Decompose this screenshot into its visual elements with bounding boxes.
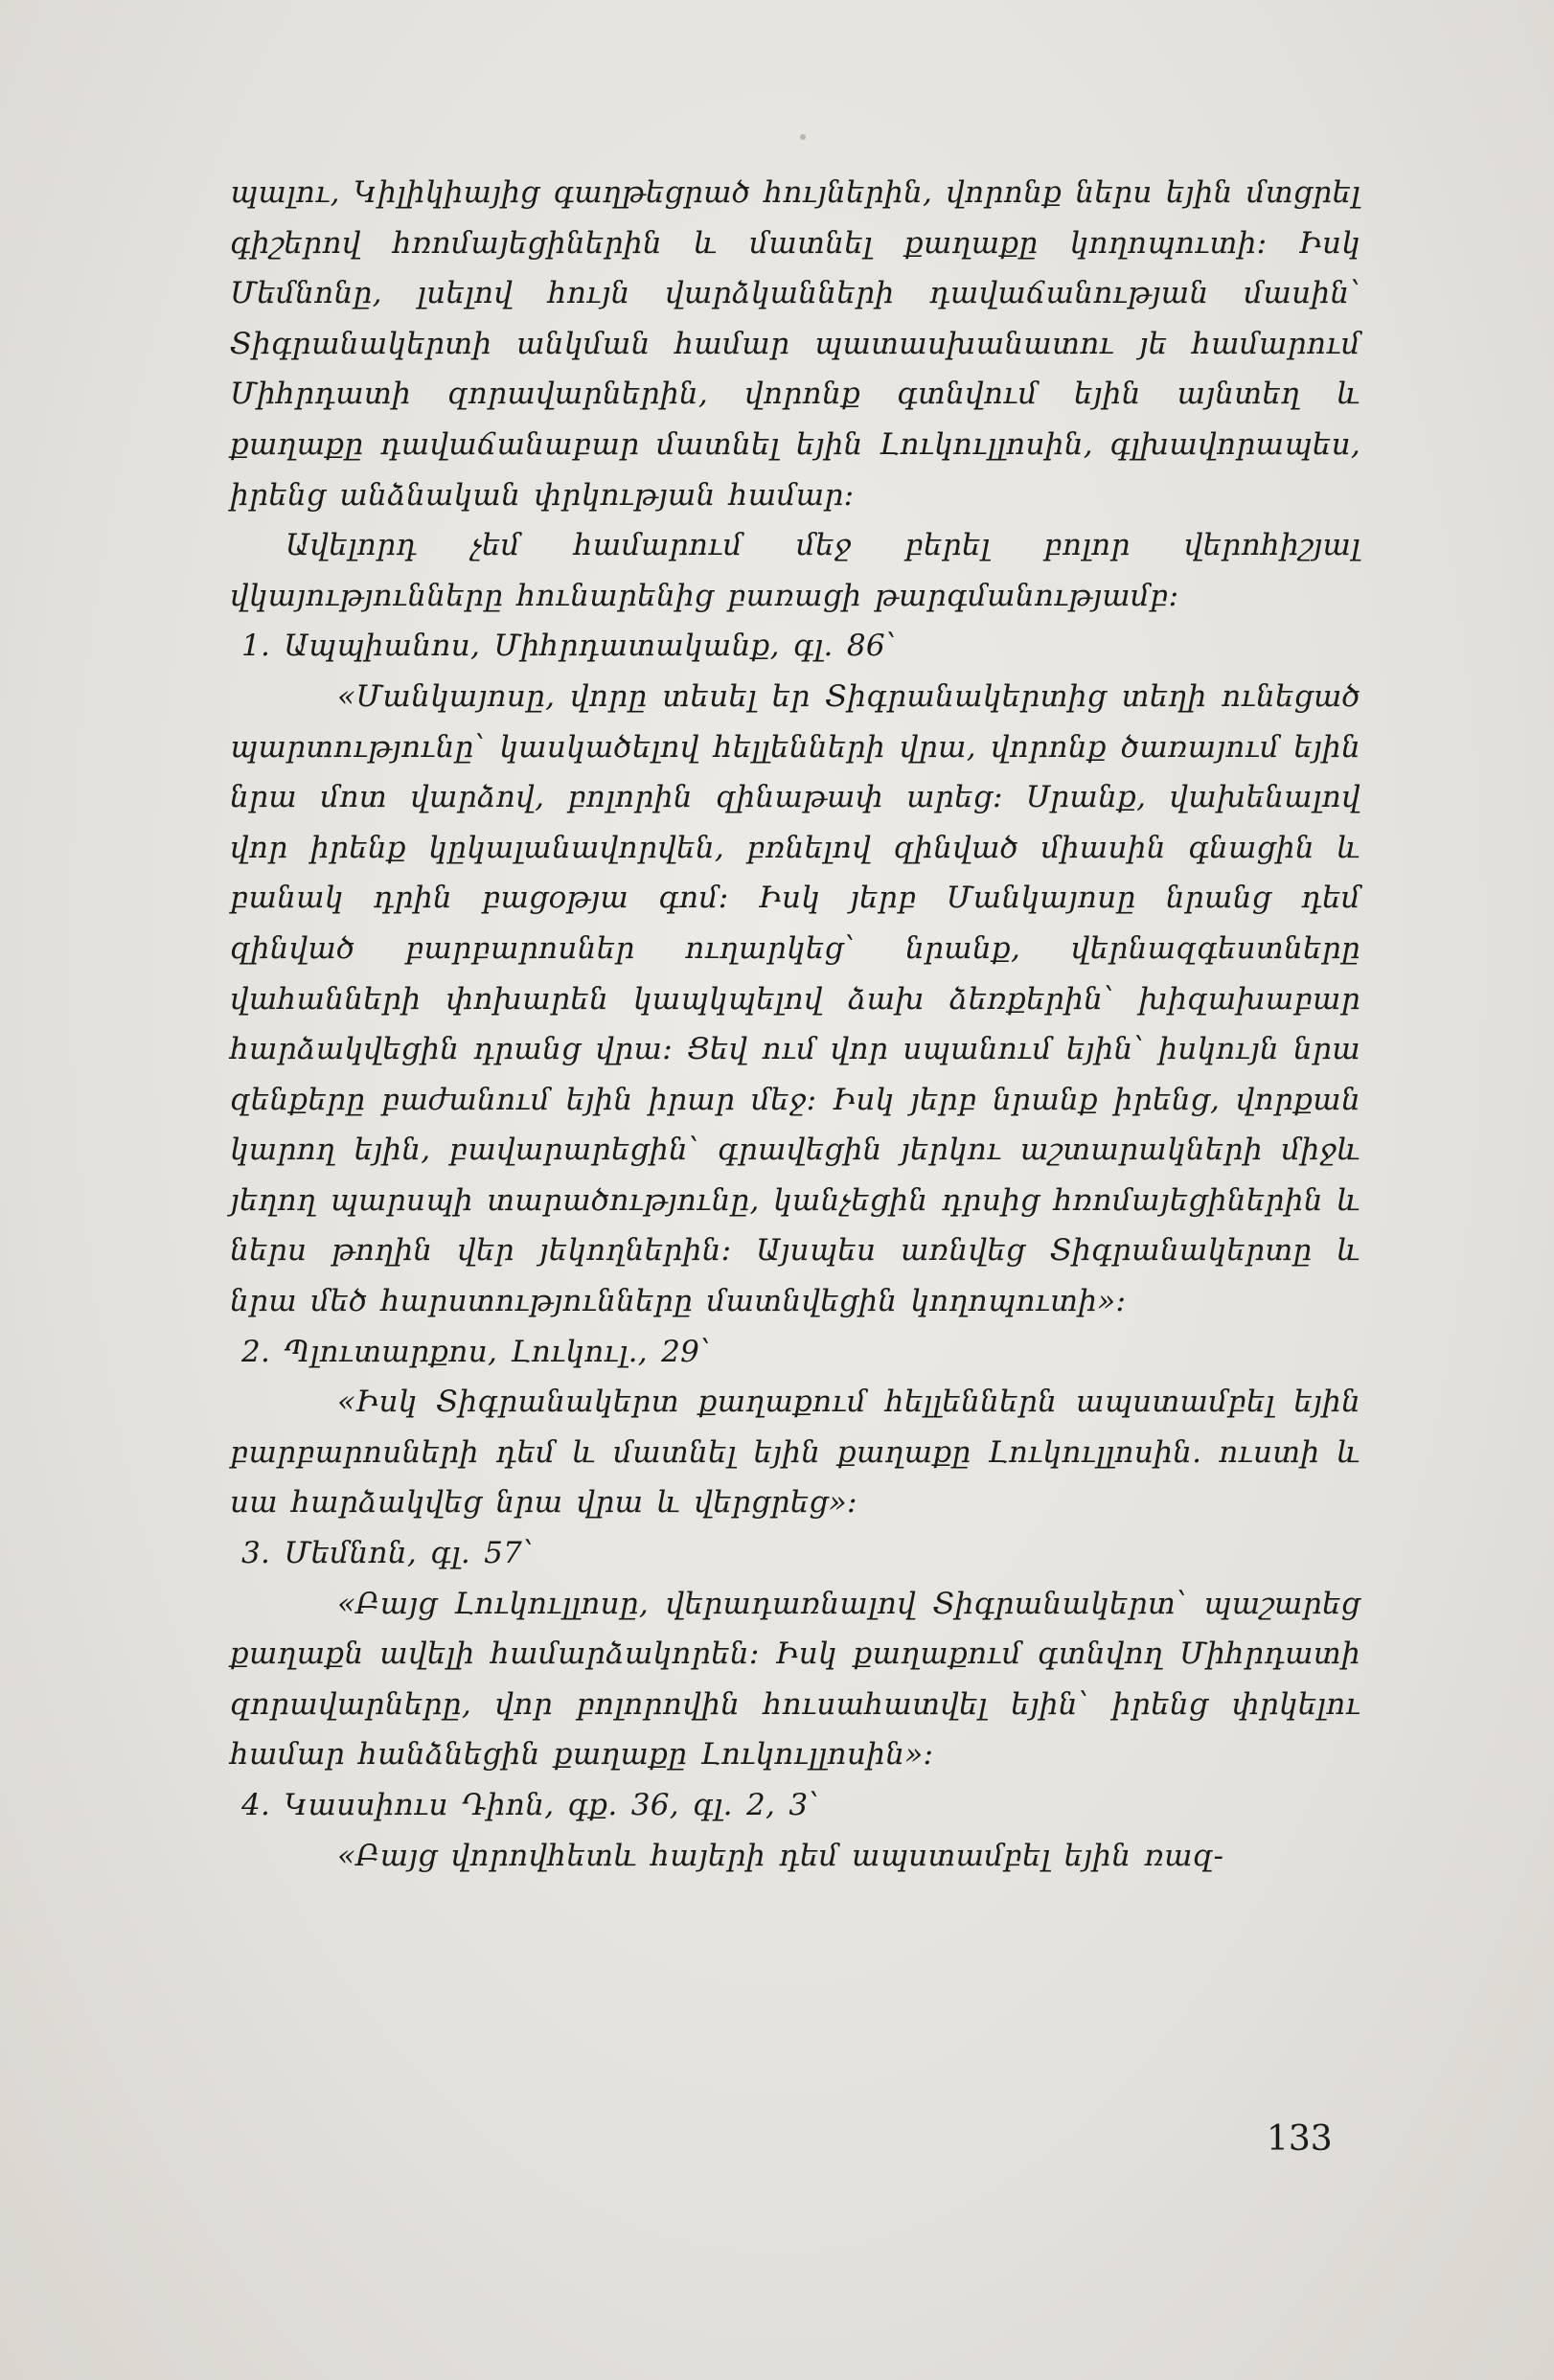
quote-appian: «Մանկայոսը, վորը տեսել եր Տիգրանակերտից տեղի ունեցած պարտությունը՝ կասկածելով հելլենների վրա, վորոնք ծառայում եյին նրա մոտ վարձով, բոլորին զինաթափ արեց։ Սրանք, վախենալով վոր իրենք կըկալանավորվեն, բռնելով զինված միասին գնացին և բանակ դրին բացօթյա գոմ։ Իսկ յերբ Մանկայոսը նրանց դեմ զինված բարբարոսներ ուղարկեց՝ նրանք, վերնազգեստները վահանների փոխարեն կապկպելով ձախ ձեռքերին՝ խիզախաբար հարձակվեցին դրանց վրա։ Ցեվ ում վոր սպանում եյին՝ իսկույն նրա զենքերը բաժանում եյին իրար մեջ։ Իսկ յերբ նրանք իրենց, վորքան կարող եյին, բավարարեցին՝ գրավեցին յերկու աշտարակների միջև յեղող պարսպի տարածությունը, կանչեցին դրսից հռոմայեցիներին և ներս թողին վեր յեկողներին։ Այսպես առնվեց Տիգրանակերտը և նրա մեծ հարստությունները մատնվեցին կողոպուտի»։ [230, 678, 1360, 1319]
quote-memnon: «Բայց Լուկուլլոսը, վերադառնալով Տիգրանակերտ՝ պաշարեց քաղաքն ավելի համարձակորեն։ Իսկ քաղաքում գտնվող Միհրդատի զորավարները, վոր բոլորովին հուսահատվել եյին՝ իրենց փրկելու համար հանձնեցին քաղաքը Լուկուլլոսին»։ [230, 1586, 1360, 1773]
source-heading-plutarch: 2. Պլուտարքոս, Լուկուլ., 29՝ [241, 1334, 711, 1369]
source-heading-cassius-dio: 4. Կասսիուս Դիոն, գք. 36, գլ. 2, 3՝ [241, 1788, 819, 1822]
paragraph-intro: Ավելորդ չեմ համարում մեջ բերել բոլոր վերոհիշյալ վկայությունները հունարենից բառացի թարգմանությամբ։ [230, 528, 1360, 613]
quote-plutarch: «Իսկ Տիգրանակերտ քաղաքում հելլեններն ապստամբել եյին բարբարոսների դեմ և մատնել եյին քաղաքը Լուկուլլոսին. ուստի և սա հարձակվեց նրա վրա և վերցրեց»։ [230, 1385, 1360, 1521]
paragraph-continuation: պալու, Կիլիկիայից գաղթեցրած հույներին, վորոնք ներս եյին մտցրել գիշերով հռոմայեցիներին և մատնել քաղաքը կողոպուտի։ Իսկ Մեմնոնը, լսելով հույն վարձկանների դավաճանության մասին՝ Տիգրանակերտի անկման համար պատասխանատու յե համարում Միհրդատի զորավարներին, վորոնք գտնվում եյին այնտեղ և քաղաքը դավաճանաբար մատնել եյին Լուկուլլոսին, գլխավորապես, իրենց անձնական փրկության համար։ [230, 175, 1361, 513]
source-heading-memnon: 3. Մեմնոն, գլ. 57՝ [241, 1536, 534, 1571]
paper-speck [800, 134, 806, 140]
page-number: 133 [1267, 2119, 1333, 2159]
body-text [230, 168, 1360, 1881]
quote-cassius-dio: «Բայց վորովհետև հայերի դեմ ապստամբել եյին ռազ- [337, 1838, 1224, 1873]
source-heading-appian: 1. Ապպիանոս, Միհրդատականք, գլ. 86՝ [241, 629, 897, 664]
